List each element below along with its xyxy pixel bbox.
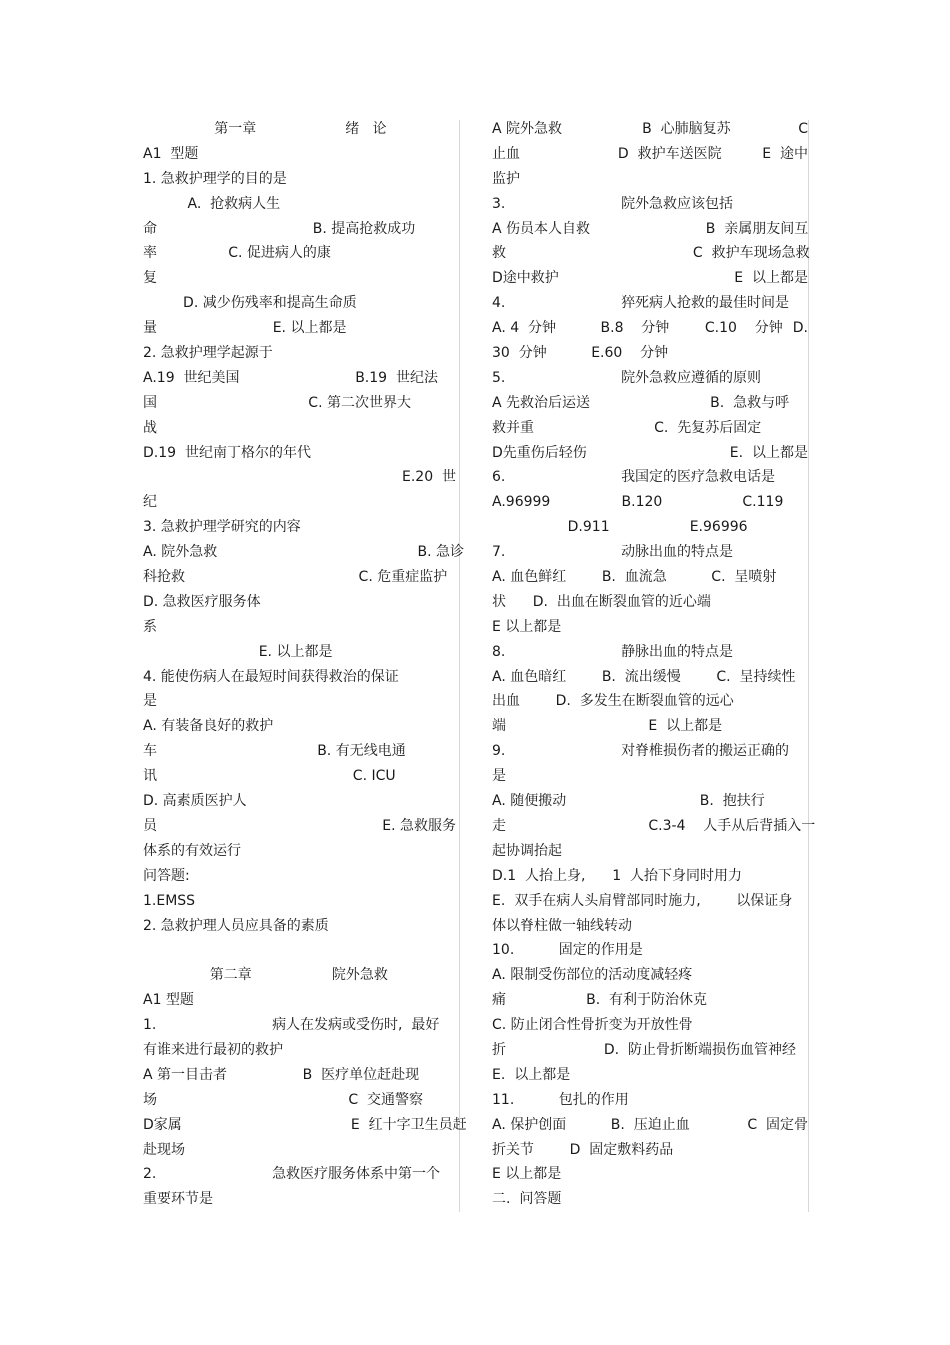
line-text: A.19 世纪美国 B.19 世纪法	[143, 369, 438, 386]
line-text: 10. 固定的作用是	[492, 942, 643, 959]
line-text: 监护	[492, 170, 520, 187]
line-text: D. 急救医疗服务体	[143, 593, 261, 610]
line-text: C. 防止闭合性骨折变为开放性骨	[492, 1017, 693, 1034]
line-text: 体系的有效运行	[143, 842, 241, 859]
line-text: 国 C. 第二次世界大	[143, 394, 411, 411]
text-line	[143, 1162, 456, 1187]
text-line	[492, 1138, 808, 1163]
text-line	[492, 416, 808, 441]
text-line	[143, 391, 456, 416]
line-text-right: C 固定骨	[747, 1116, 808, 1133]
text-line	[492, 391, 808, 416]
text-line	[492, 540, 808, 565]
text-line	[492, 142, 808, 167]
line-text: 端 E 以上都是	[492, 718, 723, 735]
text-line	[492, 117, 808, 142]
line-text: A. 血色暗红 B. 流出缓慢 C. 呈持续性	[492, 668, 796, 685]
text-line	[143, 192, 456, 217]
line-text: 救并重 C. 先复苏后固定	[492, 419, 762, 436]
line-text: 讯 C. ICU	[143, 768, 396, 785]
text-line	[492, 988, 808, 1013]
line-text: 是	[492, 768, 506, 785]
line-text: 复	[143, 270, 157, 287]
text-line	[143, 938, 456, 963]
text-line	[492, 1113, 808, 1138]
line-text: A. 随便搬动 B. 抱扶行	[492, 793, 765, 810]
line-text-right: E. 急救服务	[382, 817, 456, 834]
line-text: A. 院外急救 B. 急诊	[143, 544, 464, 561]
line-text: 体以脊柱做一轴线转动	[492, 917, 632, 934]
line-text: 问答题:	[143, 867, 190, 884]
right-border	[808, 120, 809, 1212]
text-line	[143, 565, 456, 590]
text-line	[143, 1187, 456, 1212]
text-line	[143, 341, 456, 366]
text-line	[143, 167, 456, 192]
text-line	[492, 789, 808, 814]
line-text: 7. 动脉出血的特点是	[492, 544, 734, 561]
line-text: 率 C. 促进病人的康	[143, 245, 331, 262]
text-line	[143, 839, 456, 864]
text-line	[143, 217, 456, 242]
text-line	[492, 839, 808, 864]
line-text: 4. 猝死病人抢救的最佳时间是	[492, 295, 790, 312]
text-line	[143, 291, 456, 316]
text-line	[492, 640, 808, 665]
text-line	[143, 366, 456, 391]
text-line	[143, 490, 456, 515]
line-text: E. 以上都是	[492, 1066, 571, 1083]
text-line	[492, 316, 808, 341]
text-line	[143, 1013, 456, 1038]
text-line	[492, 1038, 808, 1063]
text-line	[492, 689, 808, 714]
line-text: A.96999 B.120 C.119	[492, 494, 784, 511]
text-line	[143, 241, 456, 266]
text-line	[143, 988, 456, 1013]
line-text: 2. 急救护理人员应具备的素质	[143, 917, 329, 934]
text-line	[492, 764, 808, 789]
line-text: D. 高素质医护人	[143, 793, 247, 810]
text-line	[143, 739, 456, 764]
text-line	[492, 814, 816, 839]
line-text: 纪	[143, 494, 157, 511]
line-text: 1.EMSS	[143, 892, 196, 909]
text-line	[143, 266, 456, 291]
line-text: A. 4 分钟 B.8 分钟 C.10 分钟	[492, 320, 783, 337]
line-text: D.1 人抬上身, 1 人抬下身同时用力	[492, 867, 742, 884]
line-text: 1. 病人在发病或受伤时, 最好	[143, 1017, 440, 1034]
line-text: 车 B. 有无线电通	[143, 743, 406, 760]
line-text: 3. 院外急救应该包括	[492, 195, 734, 212]
line-text: 第一章 绪 论	[143, 121, 387, 137]
line-text: 员	[143, 817, 157, 834]
line-text: 有谁来进行最初的救护	[143, 1041, 283, 1058]
line-text: 11. 包扎的作用	[492, 1091, 629, 1108]
line-text: A. 保护创面 B. 压迫止血	[492, 1116, 690, 1133]
line-text: 状 D. 出血在断裂血管的近心端	[492, 593, 711, 610]
text-line	[143, 441, 456, 466]
text-line	[143, 1113, 467, 1138]
text-line	[143, 316, 456, 341]
text-line	[143, 914, 456, 939]
text-line	[492, 291, 808, 316]
line-text: 起协调抬起	[492, 842, 562, 859]
line-text-right: E. 以上都是	[729, 444, 808, 461]
line-text: 救 C 救护车现场急救	[492, 245, 810, 262]
line-text: E. 双手在病人头肩臂部同时施力, 以保证身	[492, 892, 793, 909]
text-line	[143, 1138, 456, 1163]
line-text: 系	[143, 618, 157, 635]
line-text: 科抢救 C. 危重症监护	[143, 569, 448, 586]
line-text: E 以上都是	[492, 618, 562, 635]
line-text: E 以上都是	[492, 1166, 562, 1183]
text-line	[143, 864, 456, 889]
line-text: D. 减少伤残率和提高生命质	[143, 295, 357, 312]
line-text: 止血 D 救护车送医院	[492, 145, 722, 162]
line-text: 重要环节是	[143, 1191, 213, 1208]
text-line	[492, 739, 808, 764]
line-text: 5. 院外急救应遵循的原则	[492, 369, 762, 386]
text-line	[492, 889, 808, 914]
line-text: 6. 我国定的医疗急救电话是	[492, 469, 776, 486]
line-text: D家属 E 红十字卫生员赶	[143, 1116, 467, 1133]
line-text: 是	[143, 693, 157, 710]
text-line	[492, 914, 808, 939]
text-line	[143, 590, 456, 615]
text-line	[143, 117, 456, 142]
text-line	[492, 366, 808, 391]
text-line	[492, 590, 808, 615]
text-line	[492, 1013, 808, 1038]
line-text: 痛 B. 有利于防治休克	[492, 992, 708, 1009]
line-text: 赴现场	[143, 1141, 185, 1158]
text-line	[143, 1088, 456, 1113]
text-line	[143, 540, 464, 565]
line-text: A. 限制受伤部位的活动度减轻疼	[492, 967, 693, 984]
text-line	[143, 814, 456, 839]
line-text: A 伤员本人自救 B 亲属朋友间互	[492, 220, 809, 237]
line-text: 1. 急救护理学的目的是	[143, 170, 287, 187]
line-text: 场 C 交通警察	[143, 1091, 424, 1108]
left-column	[143, 117, 467, 1212]
text-line	[492, 714, 808, 739]
line-text-right: E 以上都是	[734, 270, 808, 287]
line-text: A. 抢救病人生	[143, 195, 281, 212]
text-line	[143, 764, 456, 789]
line-text: E. 以上都是	[143, 643, 333, 660]
text-line	[492, 615, 808, 640]
text-line	[492, 441, 808, 466]
line-text: A1 型题	[143, 145, 199, 162]
text-line	[492, 938, 808, 963]
line-text: 8. 静脉出血的特点是	[492, 643, 734, 660]
text-line	[143, 640, 456, 665]
line-text: A. 血色鲜红 B. 血流急 C. 呈喷射	[492, 569, 777, 586]
text-line	[492, 565, 808, 590]
line-text: 折关节 D 固定敷料药品	[492, 1141, 674, 1158]
line-text: D.19 世纪南丁格尔的年代	[143, 444, 311, 461]
text-line	[143, 615, 456, 640]
text-line	[143, 142, 456, 167]
line-text: 出血 D. 多发生在断裂血管的远心	[492, 693, 734, 710]
text-line	[492, 266, 808, 291]
text-line	[143, 465, 456, 490]
line-text: 9. 对脊椎损伤者的搬运正确的	[492, 743, 790, 760]
line-text: 第二章 院外急救	[143, 967, 388, 984]
text-line	[143, 963, 456, 988]
text-line	[143, 515, 456, 540]
text-line	[492, 963, 808, 988]
text-line	[143, 789, 456, 814]
line-text: 量 E. 以上都是	[143, 320, 347, 337]
text-line	[492, 341, 808, 366]
column-divider	[459, 120, 460, 1212]
line-text: 折 D. 防止骨折断端损伤血管神经	[492, 1041, 797, 1058]
text-line	[143, 714, 456, 739]
text-line	[143, 1063, 456, 1088]
text-line	[492, 864, 808, 889]
line-text: A1 型题	[143, 992, 194, 1009]
line-text: 2. 急救医疗服务体系中第一个	[143, 1166, 441, 1183]
line-text: 3. 急救护理学研究的内容	[143, 519, 301, 536]
line-text: 走 C.3-4 人手从后背插入一	[492, 817, 816, 834]
line-text: A 院外急救 B 心肺脑复苏	[492, 121, 731, 137]
text-line	[143, 689, 456, 714]
text-line	[492, 665, 808, 690]
text-line	[143, 1038, 456, 1063]
text-line	[492, 1063, 808, 1088]
line-text-right: E.20 世	[401, 469, 456, 486]
text-line	[492, 1187, 808, 1212]
line-text: 4. 能使伤病人在最短时间获得救治的保证	[143, 668, 399, 685]
text-line	[492, 515, 808, 540]
line-text-right: E 途中	[762, 145, 808, 162]
text-line	[492, 1162, 808, 1187]
line-text: 2. 急救护理学起源于	[143, 345, 273, 362]
text-line	[492, 241, 808, 266]
line-text-right: C	[798, 121, 808, 137]
text-line	[492, 465, 808, 490]
line-text-right: D.	[792, 320, 808, 337]
line-text: A 第一目击者 B 医疗单位赶赴现	[143, 1066, 420, 1083]
text-line	[492, 192, 808, 217]
line-text: D途中救护	[492, 270, 559, 287]
line-text: 二. 问答题	[492, 1191, 562, 1208]
line-text: D先重伤后轻伤	[492, 444, 587, 461]
text-line	[492, 217, 808, 242]
text-line	[143, 889, 456, 914]
line-text: D.911 E.96996	[492, 519, 748, 536]
line-text: A 先救治后运送 B. 急救与呼	[492, 394, 790, 411]
line-text: 30 分钟 E.60 分钟	[492, 345, 669, 362]
text-line	[492, 1088, 808, 1113]
right-column	[492, 117, 816, 1212]
text-line	[143, 665, 456, 690]
line-text: 命 B. 提高抢救成功	[143, 220, 416, 237]
text-line	[492, 167, 808, 192]
text-line	[492, 490, 808, 515]
text-line	[143, 416, 456, 441]
line-text: 战	[143, 419, 157, 436]
line-text: A. 有装备良好的救护	[143, 718, 274, 735]
